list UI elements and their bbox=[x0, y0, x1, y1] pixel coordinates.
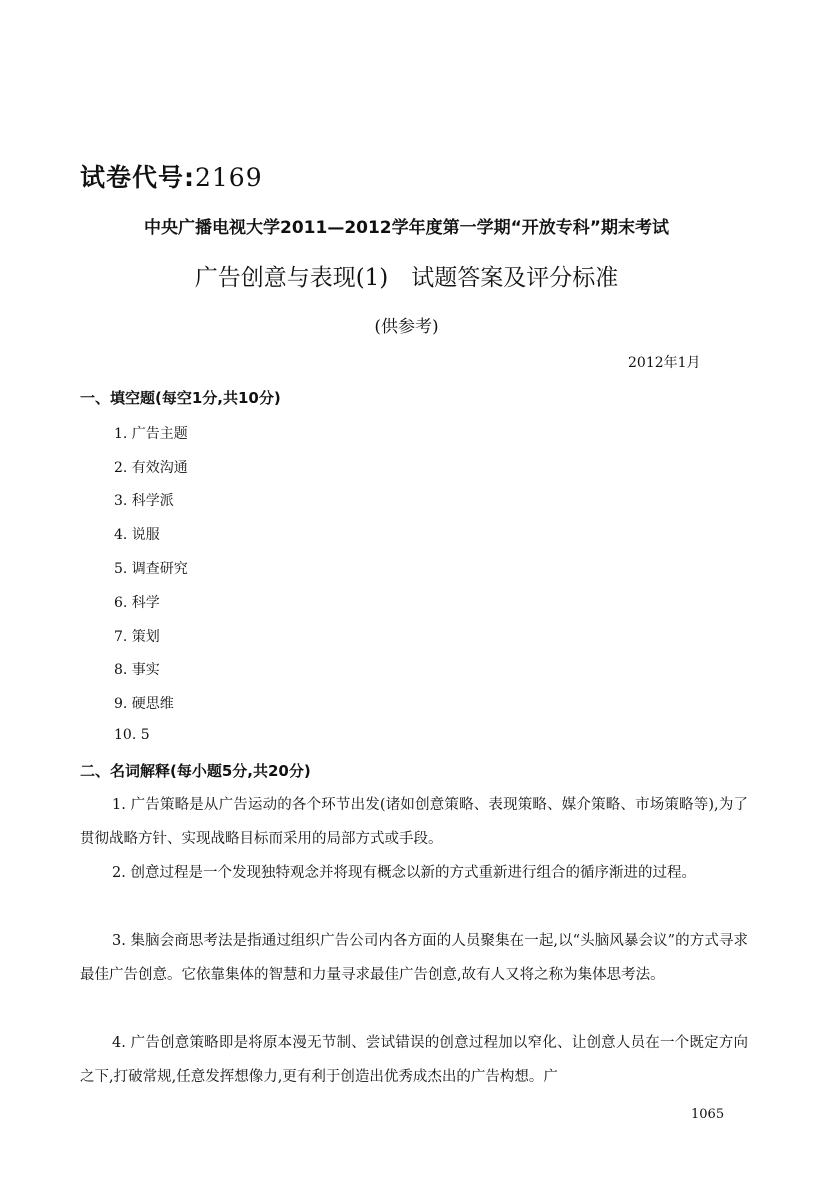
answer-item: 8. 事实 bbox=[114, 662, 160, 678]
document-title: 广告创意与表现(1) 试题答案及评分标准 bbox=[194, 265, 619, 291]
exam-code-number: 2169 bbox=[195, 163, 263, 192]
answer-item: 5. 调查研究 bbox=[114, 561, 188, 577]
definition-paragraph: 4. 广告创意策略即是将原本漫无节制、尝试错误的创意过程加以窄化、让创意人员在一个既定方向之下,打破常规,任意发挥想像力,更有利于创造出优秀成杰出的广告构想。广 bbox=[80, 1035, 748, 1085]
section-term-definition-heading: 二、名词解释(每小题5分,共20分) bbox=[80, 762, 311, 780]
reference-note: (供参考) bbox=[374, 317, 439, 337]
answer-item: 9. 硬思维 bbox=[114, 696, 174, 712]
section-fill-blank-heading: 一、填空题(每空1分,共10分) bbox=[80, 389, 281, 407]
answer-item: 10. 5 bbox=[114, 727, 150, 743]
exam-code-label: 试卷代号: bbox=[80, 163, 195, 192]
definition-paragraph: 1. 广告策略是从广告运动的各个环节出发(诸如创意策略、表现策略、媒介策略、市场策略等),为了贯彻战略方针、实现战略目标而采用的局部方式或手段。 bbox=[80, 797, 748, 847]
answer-item: 2. 有效沟通 bbox=[114, 460, 188, 476]
definition-paragraph: 2. 创意过程是一个发现独特观念并将现有概念以新的方式重新进行组合的循序渐进的过程。 bbox=[112, 865, 696, 881]
page-number: 1065 bbox=[691, 1107, 725, 1122]
exam-date: 2012年1月 bbox=[628, 355, 701, 371]
answer-item: 1. 广告主题 bbox=[114, 426, 188, 442]
exam-code bbox=[80, 158, 263, 194]
exam-line: 中央广播电视大学2011—2012学年度第一学期“开放专科”期末考试 bbox=[144, 218, 669, 238]
answer-item: 6. 科学 bbox=[114, 595, 160, 611]
definition-paragraph: 3. 集脑会商思考法是指通过组织广告公司内各方面的人员聚集在一起,以“头脑风暴会议”的方式寻求最佳广告创意。它依靠集体的智慧和力量寻求最佳广告创意,故有人又将之称为集体思考法。 bbox=[80, 933, 748, 983]
answer-item: 7. 策划 bbox=[114, 629, 160, 645]
answer-item: 3. 科学派 bbox=[114, 493, 174, 509]
answer-item: 4. 说服 bbox=[114, 527, 160, 543]
